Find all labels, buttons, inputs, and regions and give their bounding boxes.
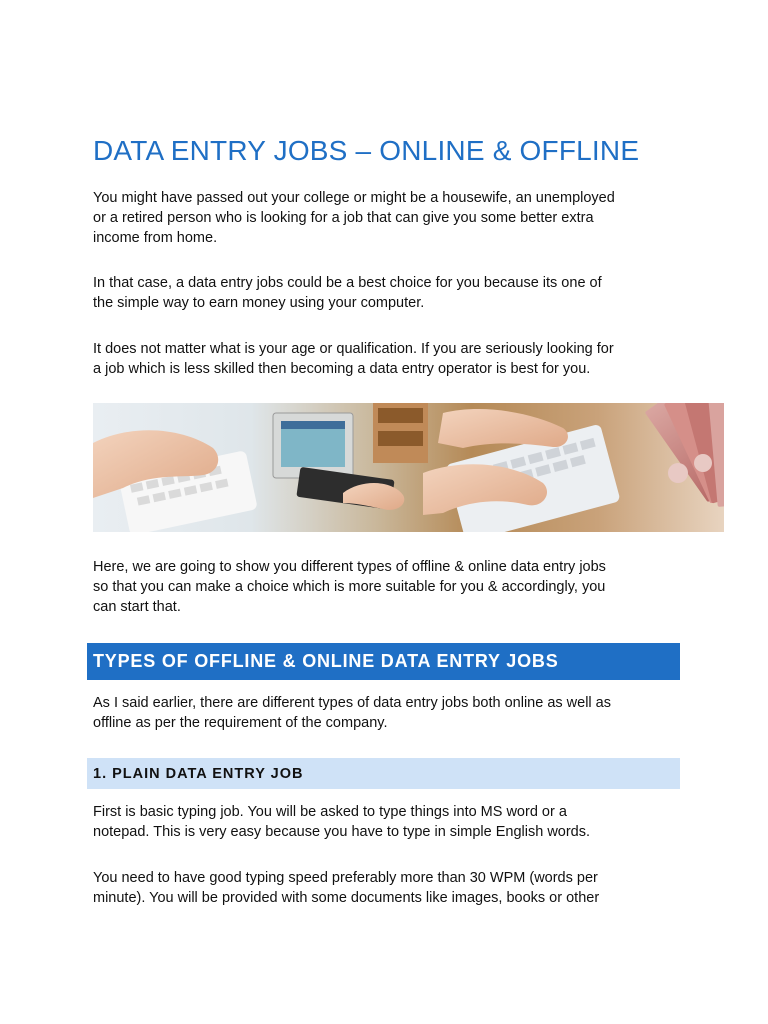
text-line: so that you can make a choice which is more suitable for you & accordingly, you [93, 579, 606, 595]
text-line: minute). You will be provided with some documents like images, books or other [93, 890, 600, 906]
text-line: You need to have good typing speed preferably more than 30 WPM (words per [93, 870, 598, 886]
intro-paragraph-3 [93, 339, 683, 379]
text-line: Here, we are going to show you different types of offline & online data entry jobs [93, 559, 606, 575]
text-line: First is basic typing job. You will be asked to type things into MS word or a [93, 804, 567, 820]
choice-paragraph [93, 557, 683, 617]
text-line: offline as per the requirement of the company. [93, 715, 388, 731]
text-line: In that case, a data entry jobs could be a best choice for you because its one of [93, 275, 602, 291]
intro-paragraph-2 [93, 273, 683, 313]
text-line: income from home. [93, 230, 218, 246]
subsection-paragraph-1 [93, 802, 683, 842]
data-entry-banner-image [93, 403, 724, 532]
intro-paragraph-1 [93, 188, 683, 248]
text-line: notepad. This is very easy because you have to type in simple English words. [93, 824, 591, 840]
section-paragraph [93, 693, 683, 733]
text-line: or a retired person who is looking for a job that can give you some better extra [93, 210, 594, 226]
subsection-paragraph-2 [93, 868, 683, 908]
text-line: a job which is less skilled then becoming a data entry operator is best for you. [93, 361, 591, 377]
section-heading-band [87, 643, 680, 680]
text-line: You might have passed out your college or might be a housewife, an unemployed [93, 190, 615, 206]
text-line: the simple way to earn money using your computer. [93, 295, 425, 311]
text-line: It does not matter what is your age or qualification. If you are seriously looking for [93, 341, 614, 357]
section-heading: TYPES OF OFFLINE & ONLINE DATA ENTRY JOBS [93, 651, 559, 671]
subsection-heading: 1. PLAIN DATA ENTRY JOB [93, 766, 304, 782]
subsection-heading-band [87, 758, 680, 789]
text-line: can start that. [93, 599, 181, 615]
page-title: DATA ENTRY JOBS – ONLINE & OFFLINE [93, 135, 640, 166]
text-line: As I said earlier, there are different types of data entry jobs both online as well as [93, 695, 611, 711]
